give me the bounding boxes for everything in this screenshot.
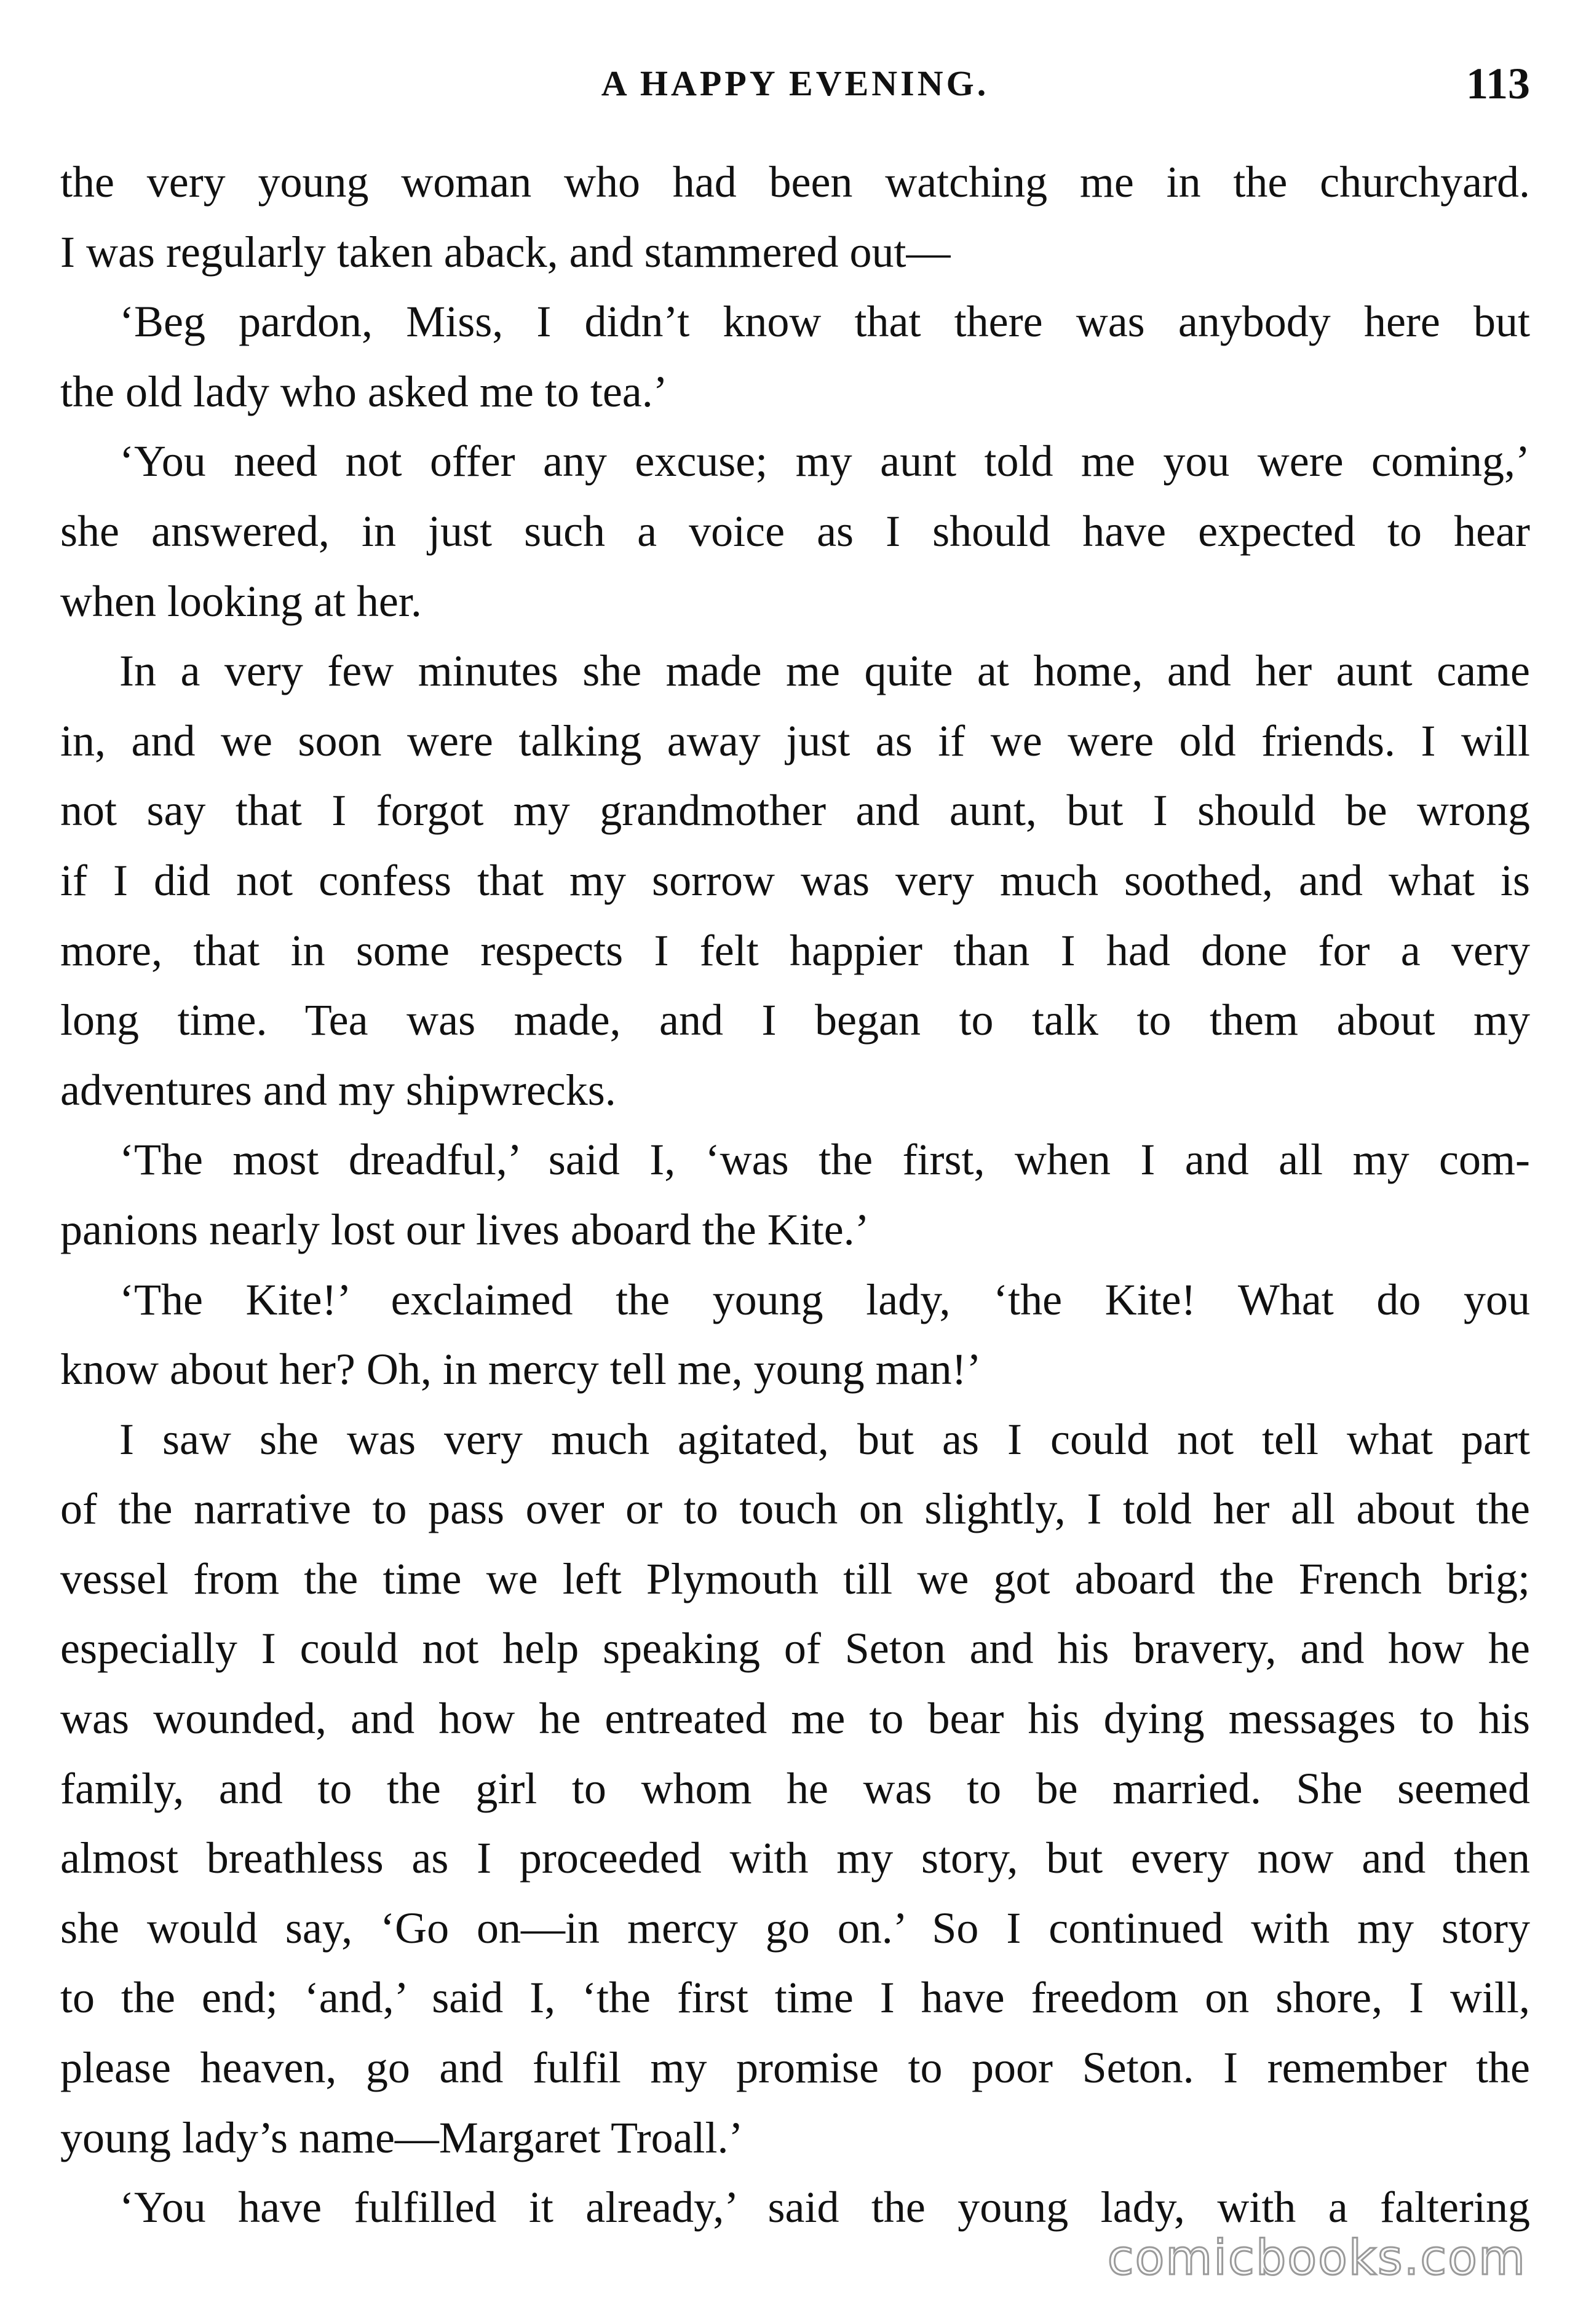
text-line: not say that I forgot my grandmother and aunt, but I should be wrong <box>60 786 1530 836</box>
text-line: more, that in some respects I felt happier than I had done for a very <box>60 925 1530 975</box>
text-line: vessel from the time we left Plymouth till we got aboard the French brig; <box>60 1554 1530 1603</box>
text-line: especially I could not help speaking of Seton and his bravery, and how he <box>60 1624 1530 1674</box>
text-line: ‘You have fulfilled it already,’ said the young lady, with a faltering <box>119 2183 1530 2232</box>
text-line: the very young woman who had been watching me in the churchyard. <box>60 157 1530 207</box>
text-line: she answered, in just such a voice as I should have expected to hear <box>60 506 1530 556</box>
text-line: was wounded, and how he entreated me to bear his dying messages to his <box>60 1694 1530 1744</box>
text-line: know about her? Oh, in mercy tell me, young man!’ <box>60 1345 981 1394</box>
text-line: of the narrative to pass over or to touch on slightly, I told her all about the <box>60 1484 1530 1534</box>
text-line: please heaven, go and fulfil my promise to poor Seton. I remember the <box>60 2043 1530 2093</box>
text-line: adventures and my shipwrecks. <box>60 1065 616 1115</box>
text-line: young lady’s name—Margaret Troall.’ <box>60 2113 743 2162</box>
text-line: if I did not confess that my sorrow was very much soothed, and what is <box>60 855 1530 905</box>
text-line: family, and to the girl to whom he was to be married. She seemed <box>60 1763 1530 1813</box>
text-line: almost breathless as I proceeded with my story, but every now and then <box>60 1833 1530 1883</box>
text-line: when looking at her. <box>60 576 422 626</box>
text-line: ‘The Kite!’ exclaimed the young lady, ‘the Kite! What do you <box>119 1275 1530 1324</box>
text-line: the old lady who asked me to tea.’ <box>60 366 668 416</box>
text-line: In a very few minutes she made me quite at home, and her aunt came <box>119 646 1530 696</box>
page-number: 113 <box>1465 59 1530 108</box>
body-text <box>60 148 1530 2243</box>
text-line: to the end; ‘and,’ said I, ‘the first time I have freedom on shore, I will, <box>60 1973 1530 2023</box>
text-line: she would say, ‘Go on—in mercy go on.’ So I continued with my story <box>60 1903 1530 1953</box>
text-line: ‘The most dreadful,’ said I, ‘was the first, when I and all my com- <box>119 1135 1530 1185</box>
text-line: long time. Tea was made, and I began to talk to them about my <box>60 995 1530 1045</box>
text-line: in, and we soon were talking away just as if we were old friends. I will <box>60 716 1530 765</box>
running-head <box>60 59 1530 108</box>
text-line: ‘Beg pardon, Miss, I didn’t know that there was anybody here but <box>119 297 1530 347</box>
text-line: I saw she was very much agitated, but as I could not tell what part <box>119 1414 1530 1464</box>
text-line: I was regularly taken aback, and stammered out— <box>60 227 951 277</box>
watermark: comicbooks.com <box>1107 2231 1526 2286</box>
running-title: A HAPPY EVENING. <box>601 63 989 103</box>
text-line: ‘You need not offer any excuse; my aunt told me you were coming,’ <box>119 437 1530 486</box>
text-line: panions nearly lost our lives aboard the Kite.’ <box>60 1204 870 1254</box>
